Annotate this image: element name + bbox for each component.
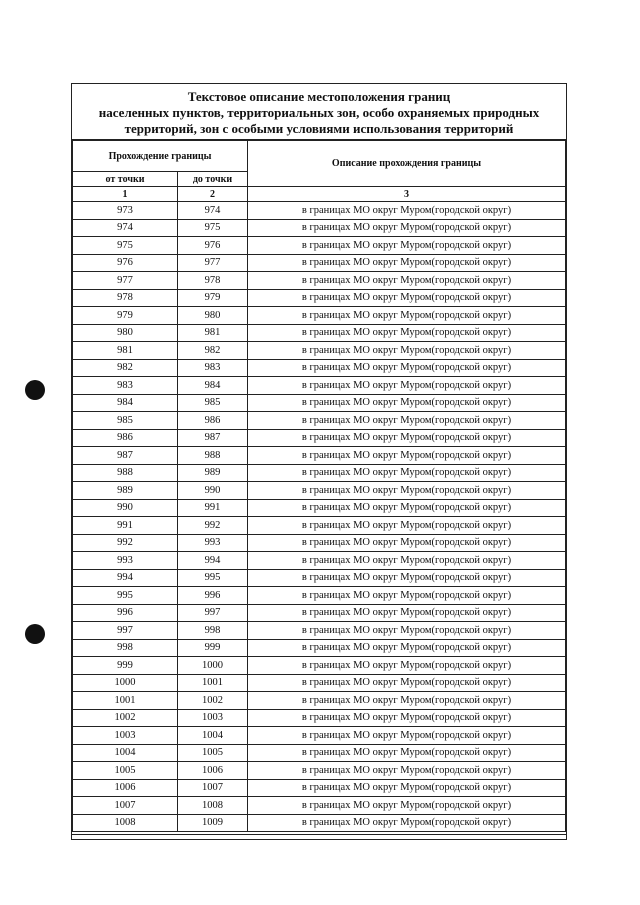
table-row	[73, 202, 566, 220]
cell-from-point: 1007	[73, 797, 178, 815]
table-row	[73, 657, 566, 675]
cell-description: в границах МО округ Муром(городской округ)	[248, 762, 566, 780]
header-description: Описание прохождения границы	[248, 141, 566, 187]
cell-description: в границах МО округ Муром(городской округ)	[248, 744, 566, 762]
cell-to-point: 984	[178, 377, 248, 395]
table-row	[73, 622, 566, 640]
cell-description: в границах МО округ Муром(городской округ)	[248, 429, 566, 447]
cell-from-point: 986	[73, 429, 178, 447]
cell-description: в границах МО округ Муром(городской округ)	[248, 657, 566, 675]
cell-description: в границах МО округ Муром(городской округ)	[248, 342, 566, 360]
cell-description: в границах МО округ Муром(городской округ)	[248, 412, 566, 430]
table-row	[73, 447, 566, 465]
document-frame	[71, 83, 567, 840]
cell-description: в границах МО округ Муром(городской округ)	[248, 639, 566, 657]
cell-to-point: 982	[178, 342, 248, 360]
column-number-2: 2	[178, 187, 248, 202]
cell-description: в границах МО округ Муром(городской округ)	[248, 289, 566, 307]
cell-description: в границах МО округ Муром(городской округ)	[248, 464, 566, 482]
cell-from-point: 974	[73, 219, 178, 237]
cell-from-point: 978	[73, 289, 178, 307]
cell-description: в границах МО округ Муром(городской округ)	[248, 604, 566, 622]
table-row	[73, 744, 566, 762]
cell-from-point: 1000	[73, 674, 178, 692]
cell-from-point: 997	[73, 622, 178, 640]
cell-to-point: 980	[178, 307, 248, 325]
cell-from-point: 994	[73, 569, 178, 587]
table-row	[73, 254, 566, 272]
cell-to-point: 976	[178, 237, 248, 255]
cell-from-point: 1003	[73, 727, 178, 745]
cell-description: в границах МО округ Муром(городской округ)	[248, 709, 566, 727]
cell-to-point: 986	[178, 412, 248, 430]
table-row	[73, 464, 566, 482]
boundary-table	[72, 140, 566, 832]
cell-description: в границах МО округ Муром(городской округ)	[248, 622, 566, 640]
cell-to-point: 992	[178, 517, 248, 535]
cell-description: в границах МО округ Муром(городской округ)	[248, 814, 566, 832]
table-row	[73, 482, 566, 500]
cell-description: в границах МО округ Муром(городской округ)	[248, 552, 566, 570]
table-row	[73, 587, 566, 605]
cell-to-point: 974	[178, 202, 248, 220]
cell-to-point: 1007	[178, 779, 248, 797]
cell-description: в границах МО округ Муром(городской округ)	[248, 377, 566, 395]
cell-from-point: 999	[73, 657, 178, 675]
cell-from-point: 988	[73, 464, 178, 482]
table-row	[73, 499, 566, 517]
header-to-point: до точки	[178, 172, 248, 187]
cell-from-point: 1004	[73, 744, 178, 762]
cell-description: в границах МО округ Муром(городской округ)	[248, 797, 566, 815]
table-row	[73, 779, 566, 797]
table-row	[73, 429, 566, 447]
cell-to-point: 1008	[178, 797, 248, 815]
cell-description: в границах МО округ Муром(городской округ)	[248, 359, 566, 377]
table-row	[73, 237, 566, 255]
cell-to-point: 977	[178, 254, 248, 272]
cell-from-point: 993	[73, 552, 178, 570]
cell-to-point: 995	[178, 569, 248, 587]
cell-from-point: 995	[73, 587, 178, 605]
table-row	[73, 272, 566, 290]
cell-from-point: 1006	[73, 779, 178, 797]
cell-description: в границах МО округ Муром(городской округ)	[248, 674, 566, 692]
table-body	[73, 202, 566, 832]
column-number-1: 1	[73, 187, 178, 202]
cell-from-point: 1008	[73, 814, 178, 832]
cell-to-point: 979	[178, 289, 248, 307]
cell-description: в границах МО округ Муром(городской округ)	[248, 692, 566, 710]
cell-from-point: 1001	[73, 692, 178, 710]
cell-description: в границах МО округ Муром(городской округ)	[248, 237, 566, 255]
cell-description: в границах МО округ Муром(городской округ)	[248, 307, 566, 325]
cell-to-point: 978	[178, 272, 248, 290]
table-row	[73, 797, 566, 815]
cell-to-point: 990	[178, 482, 248, 500]
cell-from-point: 980	[73, 324, 178, 342]
cell-from-point: 998	[73, 639, 178, 657]
cell-to-point: 1001	[178, 674, 248, 692]
cell-description: в границах МО округ Муром(городской округ)	[248, 219, 566, 237]
cell-to-point: 996	[178, 587, 248, 605]
table-row	[73, 604, 566, 622]
table-row	[73, 727, 566, 745]
table-row	[73, 307, 566, 325]
cell-from-point: 1002	[73, 709, 178, 727]
cell-to-point: 1000	[178, 657, 248, 675]
cell-description: в границах МО округ Муром(городской округ)	[248, 779, 566, 797]
cell-description: в границах МО округ Муром(городской округ)	[248, 447, 566, 465]
table-row	[73, 289, 566, 307]
punch-hole-top	[25, 380, 45, 400]
cell-description: в границах МО округ Муром(городской округ)	[248, 517, 566, 535]
table-row	[73, 674, 566, 692]
cell-description: в границах МО округ Муром(городской округ)	[248, 482, 566, 500]
cell-to-point: 993	[178, 534, 248, 552]
cell-from-point: 987	[73, 447, 178, 465]
table-row	[73, 639, 566, 657]
cell-description: в границах МО округ Муром(городской округ)	[248, 534, 566, 552]
header-from-point: от точки	[73, 172, 178, 187]
table-row	[73, 709, 566, 727]
cell-to-point: 975	[178, 219, 248, 237]
cell-from-point: 983	[73, 377, 178, 395]
table-row	[73, 412, 566, 430]
cell-description: в границах МО округ Муром(городской округ)	[248, 569, 566, 587]
cell-to-point: 994	[178, 552, 248, 570]
cell-description: в границах МО округ Муром(городской округ)	[248, 727, 566, 745]
document-title	[72, 84, 566, 140]
cell-description: в границах МО округ Муром(городской округ)	[248, 324, 566, 342]
table-row	[73, 569, 566, 587]
cell-from-point: 976	[73, 254, 178, 272]
cell-to-point: 999	[178, 639, 248, 657]
cell-description: в границах МО округ Муром(городской округ)	[248, 394, 566, 412]
cell-to-point: 989	[178, 464, 248, 482]
bottom-rule	[72, 834, 566, 835]
cell-to-point: 1004	[178, 727, 248, 745]
cell-description: в границах МО округ Муром(городской округ)	[248, 202, 566, 220]
cell-to-point: 1002	[178, 692, 248, 710]
cell-description: в границах МО округ Муром(городской округ)	[248, 272, 566, 290]
cell-to-point: 998	[178, 622, 248, 640]
cell-to-point: 1003	[178, 709, 248, 727]
cell-to-point: 997	[178, 604, 248, 622]
column-number-3: 3	[248, 187, 566, 202]
cell-from-point: 975	[73, 237, 178, 255]
cell-from-point: 989	[73, 482, 178, 500]
table-row	[73, 762, 566, 780]
cell-to-point: 1009	[178, 814, 248, 832]
table-row	[73, 534, 566, 552]
table-row	[73, 219, 566, 237]
table-row	[73, 814, 566, 832]
table-row	[73, 517, 566, 535]
table-row	[73, 692, 566, 710]
cell-from-point: 979	[73, 307, 178, 325]
cell-to-point: 991	[178, 499, 248, 517]
cell-to-point: 1005	[178, 744, 248, 762]
table-row	[73, 552, 566, 570]
cell-from-point: 985	[73, 412, 178, 430]
title-line-2: населенных пунктов, территориальных зон, особо охраняемых природных	[98, 105, 540, 120]
cell-to-point: 988	[178, 447, 248, 465]
cell-description: в границах МО округ Муром(городской округ)	[248, 254, 566, 272]
cell-from-point: 982	[73, 359, 178, 377]
cell-description: в границах МО округ Муром(городской округ)	[248, 587, 566, 605]
cell-to-point: 1006	[178, 762, 248, 780]
cell-from-point: 977	[73, 272, 178, 290]
cell-to-point: 983	[178, 359, 248, 377]
punch-hole-bottom	[25, 624, 45, 644]
header-boundary-passage: Прохождение границы	[73, 141, 248, 172]
table-row	[73, 394, 566, 412]
table-row	[73, 324, 566, 342]
cell-from-point: 973	[73, 202, 178, 220]
cell-from-point: 984	[73, 394, 178, 412]
cell-to-point: 981	[178, 324, 248, 342]
cell-from-point: 981	[73, 342, 178, 360]
title-line-3: территорий, зон с особыми условиями использования территорий	[124, 121, 514, 136]
table-row	[73, 342, 566, 360]
cell-from-point: 992	[73, 534, 178, 552]
title-line-1: Текстовое описание местоположения границ	[187, 89, 451, 104]
cell-from-point: 991	[73, 517, 178, 535]
cell-from-point: 1005	[73, 762, 178, 780]
cell-description: в границах МО округ Муром(городской округ)	[248, 499, 566, 517]
cell-from-point: 996	[73, 604, 178, 622]
cell-to-point: 985	[178, 394, 248, 412]
cell-to-point: 987	[178, 429, 248, 447]
cell-from-point: 990	[73, 499, 178, 517]
table-row	[73, 359, 566, 377]
table-row	[73, 377, 566, 395]
